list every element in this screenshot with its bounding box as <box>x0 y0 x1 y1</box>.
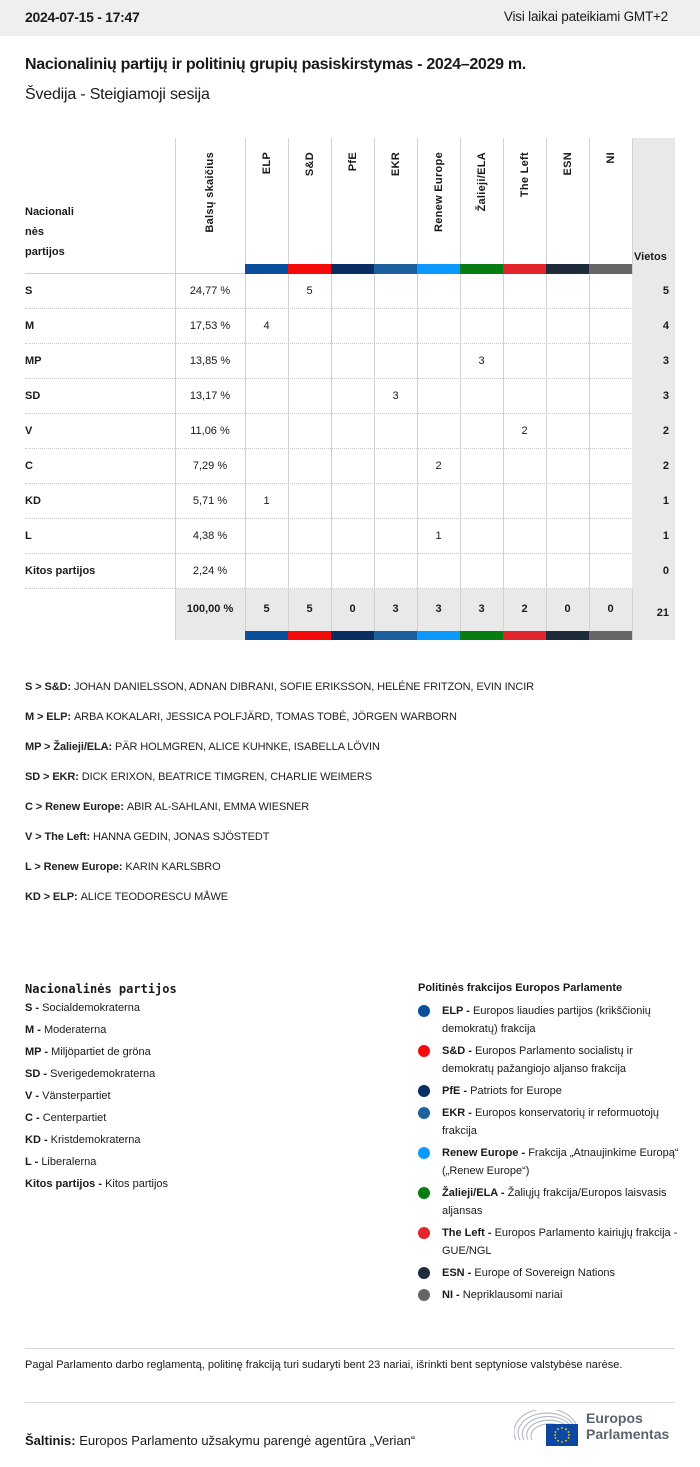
mep-list-item <box>25 801 309 813</box>
page-title: Nacionalinių partijų ir politinių grupių pasiskirstymas - 2024–2029 m. <box>25 56 526 73</box>
group-column-header <box>331 138 374 274</box>
legend-group-item <box>418 1082 680 1100</box>
logo-text <box>586 1410 669 1442</box>
column-divider <box>374 414 375 449</box>
seats-total: 2 <box>632 414 675 449</box>
mep-party-group: KD > ELP <box>25 891 75 903</box>
column-divider <box>245 554 246 589</box>
table-row <box>25 309 675 344</box>
legend-abbr: SD - <box>25 1068 47 1080</box>
column-divider <box>331 554 332 589</box>
column-divider <box>288 414 289 449</box>
mep-names: ALICE TEODORESCU MÅWE <box>80 891 229 903</box>
footnote: Pagal Parlamento darbo reglamentą, politinę frakciją turi sudaryti bent 23 nariai, išrinkti bent septyniose valstybėse narėse. <box>25 1359 623 1371</box>
seats-total: 1 <box>632 484 675 519</box>
column-divider <box>460 379 461 414</box>
column-divider <box>460 414 461 449</box>
group-column-header <box>546 138 589 274</box>
column-divider <box>460 519 461 554</box>
total-votes: 100,00 % <box>186 603 234 615</box>
column-divider <box>546 414 547 449</box>
column-divider <box>288 344 289 379</box>
logo-line2: Parlamentas <box>586 1426 670 1442</box>
legend-abbr: S&D - <box>442 1045 472 1057</box>
group-color-bar <box>503 631 546 640</box>
column-divider <box>632 138 633 274</box>
column-divider <box>331 449 332 484</box>
column-divider <box>546 379 547 414</box>
legend-name: Patriots for Europe <box>470 1085 562 1097</box>
column-divider <box>288 379 289 414</box>
legend-name: Sverigedemokraterna <box>50 1068 156 1080</box>
column-divider <box>417 344 418 379</box>
legend-name: Miljöpartiet de gröna <box>51 1046 151 1058</box>
mep-names: DICK ERIXON, BEATRICE TIMGREN, CHARLIE WEIMERS <box>81 771 372 783</box>
column-divider <box>503 519 504 554</box>
party-column-header <box>25 202 85 262</box>
column-divider <box>460 274 461 309</box>
mep-party-group: MP > Žalieji/ELA <box>25 741 109 753</box>
legend-abbr: KD - <box>25 1134 48 1146</box>
legend-national-item <box>25 1002 177 1024</box>
mep-names: ARBA KOKALARI, JESSICA POLFJÄRD, TOMAS TOBÉ, JÖRGEN WARBORN <box>73 711 457 723</box>
column-divider <box>417 414 418 449</box>
column-divider <box>175 589 176 640</box>
legend-name: Liberalerna <box>41 1156 97 1168</box>
column-divider <box>331 344 332 379</box>
vote-share: 7,29 % <box>192 460 228 472</box>
mep-names: PÄR HOLMGREN, ALICE KUHNKE, ISABELLA LÖVIN <box>115 741 380 753</box>
party-abbr: L <box>25 530 32 542</box>
column-divider <box>417 309 418 344</box>
mep-party-group: M > ELP <box>25 711 68 723</box>
seat-cell: 3 <box>392 390 399 402</box>
legend-abbr: M - <box>25 1024 41 1036</box>
mep-list-item <box>25 771 372 783</box>
seat-cell: 4 <box>263 320 270 332</box>
legend-name: Žaliųjų frakcija/Europos laisvasis aljansas <box>442 1187 667 1217</box>
group-header-label: EKR <box>389 152 402 177</box>
mep-list-item <box>25 831 269 843</box>
group-color-bar <box>374 264 417 274</box>
column-divider <box>546 344 547 379</box>
group-header-label: NI <box>604 152 617 164</box>
separator: : <box>74 891 81 903</box>
column-divider <box>503 309 504 344</box>
group-color-dot-icon <box>418 1045 430 1057</box>
legend-national-item <box>25 1178 177 1200</box>
mep-party-group: SD > EKR <box>25 771 76 783</box>
separator: : <box>75 771 82 783</box>
group-header-label: ELP <box>260 152 273 175</box>
group-color-bar <box>460 264 503 274</box>
seat-cell: 1 <box>435 530 442 542</box>
group-total: 3 <box>392 603 399 615</box>
hemicycle-eu-flag-icon <box>514 1410 580 1446</box>
table-row <box>25 379 675 414</box>
legend-name: Europos Parlamento kairiųjų frakcija - GUE/NGL <box>442 1227 678 1257</box>
page-subtitle: Švedija - Steigiamoji sesija <box>25 86 210 103</box>
legend-national-item <box>25 1090 177 1112</box>
legend-name: Centerpartiet <box>42 1112 107 1124</box>
mep-party-group: L > Renew Europe <box>25 861 119 873</box>
column-divider <box>417 274 418 309</box>
legend-national-item <box>25 1134 177 1156</box>
mep-names: ABIR AL-SAHLANI, EMMA WIESNER <box>126 801 310 813</box>
column-divider <box>245 274 246 309</box>
column-divider <box>374 274 375 309</box>
legend-group-item <box>418 1104 680 1140</box>
party-abbr: S <box>25 285 33 297</box>
column-divider <box>503 274 504 309</box>
mep-list-item <box>25 861 221 873</box>
group-color-dot-icon <box>418 1147 430 1159</box>
column-divider <box>503 484 504 519</box>
mep-party-group: S > S&D <box>25 681 68 693</box>
vote-share: 13,17 % <box>189 390 231 402</box>
votes-header-label: Balsų skaičius <box>204 152 216 233</box>
column-divider <box>331 274 332 309</box>
legend-abbr: L - <box>25 1156 39 1168</box>
legend-abbr: V - <box>25 1090 40 1102</box>
legend-abbr: Kitos partijos - <box>25 1178 103 1190</box>
datetime: 2024-07-15 - 17:47 <box>25 9 140 25</box>
seats-total: 4 <box>632 309 675 344</box>
separator: : <box>108 741 116 753</box>
separator: : <box>67 681 74 693</box>
legend-group-item <box>418 1286 680 1304</box>
group-color-bar <box>245 264 288 274</box>
column-divider <box>417 484 418 519</box>
legend-name: Europos konservatorių ir reformuotojų frakcija <box>442 1107 660 1137</box>
group-column-header <box>417 138 460 274</box>
group-column-header <box>374 138 417 274</box>
party-abbr: V <box>25 425 33 437</box>
legend-abbr: C - <box>25 1112 40 1124</box>
column-divider <box>175 138 176 274</box>
column-divider <box>589 554 590 589</box>
legend-name: Nepriklausomi nariai <box>462 1289 563 1301</box>
column-divider <box>331 379 332 414</box>
legend-group-item <box>418 1144 680 1180</box>
seat-cell: 2 <box>435 460 442 472</box>
column-divider <box>417 554 418 589</box>
mep-list-item <box>25 891 228 903</box>
group-color-dot-icon <box>418 1005 430 1017</box>
legend-abbr: ESN - <box>442 1267 472 1279</box>
column-divider <box>546 484 547 519</box>
timezone-note: Visi laikai pateikiami GMT+2 <box>503 9 668 24</box>
seats-total: 2 <box>632 449 675 484</box>
legend-abbr: S - <box>25 1002 40 1014</box>
table-row <box>25 519 675 554</box>
vote-share: 2,24 % <box>192 565 228 577</box>
column-divider <box>589 519 590 554</box>
column-divider <box>288 554 289 589</box>
group-color-bar <box>589 264 632 274</box>
party-abbr: M <box>25 320 35 332</box>
table-row <box>25 414 675 449</box>
column-divider <box>546 309 547 344</box>
column-divider <box>589 274 590 309</box>
mep-list-item <box>25 681 534 693</box>
column-divider <box>288 519 289 554</box>
legend-national-title: Nacionalinės partijos <box>25 982 177 996</box>
seats-total: 3 <box>632 344 675 379</box>
vote-share: 13,85 % <box>189 355 231 367</box>
group-color-bar <box>288 264 331 274</box>
column-divider <box>546 449 547 484</box>
vote-share: 24,77 % <box>189 285 231 297</box>
column-divider <box>331 519 332 554</box>
logo-line1: Europos <box>586 1410 643 1426</box>
source-line <box>25 1433 415 1448</box>
table-header <box>25 138 675 274</box>
column-divider <box>460 449 461 484</box>
group-column-header <box>288 138 331 274</box>
legend-name: Europos liaudies partijos (krikščionių demokratų) frakcija <box>442 1005 651 1035</box>
column-divider <box>503 379 504 414</box>
group-color-bar <box>288 631 331 640</box>
group-column-header <box>245 138 288 274</box>
group-header-label: ESN <box>561 152 574 176</box>
seats-total: 3 <box>632 379 675 414</box>
divider <box>25 1348 675 1349</box>
group-total: 0 <box>607 603 614 615</box>
legend-abbr: NI - <box>442 1289 460 1301</box>
group-color-bar <box>417 264 460 274</box>
column-divider <box>589 449 590 484</box>
group-color-dot-icon <box>418 1085 430 1097</box>
party-abbr: C <box>25 460 33 472</box>
group-total: 0 <box>349 603 356 615</box>
party-header-line: partijos <box>25 246 65 258</box>
column-divider <box>503 449 504 484</box>
column-divider <box>503 554 504 589</box>
column-divider <box>589 484 590 519</box>
column-divider <box>288 449 289 484</box>
seats-total: 0 <box>632 554 675 589</box>
party-abbr: MP <box>25 355 42 367</box>
legend-name: Kitos partijos <box>105 1178 169 1190</box>
group-header-label: Žalieji/ELA <box>475 152 488 212</box>
group-color-bar <box>245 631 288 640</box>
group-total: 3 <box>478 603 485 615</box>
vote-share: 4,38 % <box>192 530 228 542</box>
table-row <box>25 449 675 484</box>
vote-share: 17,53 % <box>189 320 231 332</box>
column-divider <box>632 589 633 640</box>
column-divider <box>546 519 547 554</box>
legend-abbr: PfE - <box>442 1085 468 1097</box>
column-divider <box>374 449 375 484</box>
legend-name: Vänsterpartiet <box>42 1090 111 1102</box>
legend-abbr: MP - <box>25 1046 49 1058</box>
column-divider <box>460 484 461 519</box>
legend-national-item <box>25 1046 177 1068</box>
separator: : <box>86 831 93 843</box>
group-color-dot-icon <box>418 1187 430 1199</box>
column-divider <box>374 484 375 519</box>
column-divider <box>589 379 590 414</box>
group-header-label: S&D <box>303 152 316 177</box>
legend-abbr: EKR - <box>442 1107 472 1119</box>
mep-list-item <box>25 711 457 723</box>
seats-column-header <box>632 138 675 274</box>
seats-header-label: Vietos <box>634 251 667 263</box>
column-divider <box>417 379 418 414</box>
column-divider <box>331 484 332 519</box>
column-divider <box>589 414 590 449</box>
party-header-line: Nacionali <box>25 206 74 218</box>
totals-row <box>25 589 675 640</box>
separator: : <box>118 861 126 873</box>
seats-total: 5 <box>632 274 675 309</box>
source-text: Europos Parlamento užsakymu parengė agentūra „Verian“ <box>79 1433 416 1448</box>
column-divider <box>374 519 375 554</box>
column-divider <box>374 309 375 344</box>
legend-abbr: ELP - <box>442 1005 470 1017</box>
party-abbr: KD <box>25 495 41 507</box>
group-header-label: PfE <box>346 152 359 172</box>
legend-name: Europos Parlamento socialistų ir demokratų pažangiojo aljanso frakcija <box>442 1045 633 1075</box>
legend-name: Frakcija „Atnaujinkime Europą“ („Renew Europe“) <box>442 1147 679 1177</box>
column-divider <box>245 414 246 449</box>
legend-name: Moderaterna <box>43 1024 107 1036</box>
group-total: 2 <box>521 603 528 615</box>
column-divider <box>245 344 246 379</box>
legend-group-item <box>418 1002 680 1038</box>
column-divider <box>589 344 590 379</box>
group-color-bar <box>546 264 589 274</box>
column-divider <box>546 274 547 309</box>
mep-list-item <box>25 741 380 753</box>
column-divider <box>331 414 332 449</box>
seat-cell: 1 <box>263 495 270 507</box>
column-divider <box>460 309 461 344</box>
legend-abbr: Renew Europe - <box>442 1147 526 1159</box>
legend-national-item <box>25 1156 177 1178</box>
column-divider <box>460 554 461 589</box>
party-abbr: SD <box>25 390 41 402</box>
group-color-bar <box>374 631 417 640</box>
group-column-header <box>460 138 503 274</box>
group-header-label: The Left <box>518 152 531 198</box>
ep-logo <box>514 1410 679 1450</box>
group-color-dot-icon <box>418 1227 430 1239</box>
legend-abbr: The Left - <box>442 1227 492 1239</box>
group-total: 5 <box>306 603 313 615</box>
group-color-bar <box>589 631 632 640</box>
mep-party-group: C > Renew Europe <box>25 801 121 813</box>
legend-name: Socialdemokraterna <box>42 1002 140 1014</box>
table-row <box>25 344 675 379</box>
vote-share: 5,71 % <box>192 495 228 507</box>
legend-group-item <box>418 1224 680 1260</box>
table-row <box>25 484 675 519</box>
legend-groups-title: Politinės frakcijos Europos Parlamente <box>418 982 623 994</box>
legend-political-groups <box>418 982 680 1308</box>
legend-name: Kristdemokraterna <box>50 1134 141 1146</box>
column-divider <box>589 309 590 344</box>
column-divider <box>331 309 332 344</box>
party-header-line: nės <box>25 226 44 238</box>
top-bar <box>0 0 700 36</box>
group-color-bar <box>503 264 546 274</box>
separator: : <box>67 711 74 723</box>
results-table <box>25 138 675 640</box>
column-divider <box>546 554 547 589</box>
group-color-bar <box>460 631 503 640</box>
column-divider <box>374 554 375 589</box>
group-color-dot-icon <box>418 1289 430 1301</box>
group-column-header <box>503 138 546 274</box>
legend-national-item <box>25 1112 177 1134</box>
legend-group-item <box>418 1264 680 1282</box>
group-color-dot-icon <box>418 1107 430 1119</box>
total-seats: 21 <box>656 607 669 619</box>
group-total: 0 <box>564 603 571 615</box>
column-divider <box>245 379 246 414</box>
column-divider <box>288 484 289 519</box>
seat-cell: 5 <box>306 285 313 297</box>
column-divider <box>374 344 375 379</box>
table-row <box>25 554 675 589</box>
group-color-dot-icon <box>418 1267 430 1279</box>
vote-share: 11,06 % <box>190 425 230 437</box>
seat-cell: 2 <box>521 425 528 437</box>
column-divider <box>503 344 504 379</box>
group-color-bar <box>331 264 374 274</box>
seats-total: 1 <box>632 519 675 554</box>
group-color-bar <box>417 631 460 640</box>
mep-names: JOHAN DANIELSSON, ADNAN DIBRANI, SOFIE ERIKSSON, HELÉNE FRITZON, EVIN INCIR <box>73 681 535 693</box>
legend-group-item <box>418 1184 680 1220</box>
table-row <box>25 274 675 309</box>
party-abbr: Kitos partijos <box>25 565 96 577</box>
mep-names: KARIN KARLSBRO <box>125 861 221 873</box>
legend-abbr: Žalieji/ELA - <box>442 1187 505 1199</box>
legend-national-item <box>25 1024 177 1046</box>
legend-national-item <box>25 1068 177 1090</box>
source-label: Šaltinis: <box>25 1433 76 1448</box>
mep-party-group: V > The Left <box>25 831 87 843</box>
group-color-bar <box>546 631 589 640</box>
group-total: 5 <box>263 603 270 615</box>
column-divider <box>245 449 246 484</box>
group-color-bar <box>331 631 374 640</box>
column-divider <box>245 519 246 554</box>
group-total: 3 <box>435 603 442 615</box>
group-column-header <box>589 138 632 274</box>
legend-group-item <box>418 1042 680 1078</box>
seat-cell: 3 <box>478 355 485 367</box>
group-header-label: Renew Europe <box>432 152 445 233</box>
legend-national-parties <box>25 982 177 1200</box>
column-divider <box>288 309 289 344</box>
separator: : <box>120 801 127 813</box>
votes-column-header <box>175 138 245 274</box>
legend-name: Europe of Sovereign Nations <box>474 1267 616 1279</box>
divider <box>25 1402 675 1403</box>
mep-names: HANNA GEDIN, JONAS SJÖSTEDT <box>92 831 270 843</box>
